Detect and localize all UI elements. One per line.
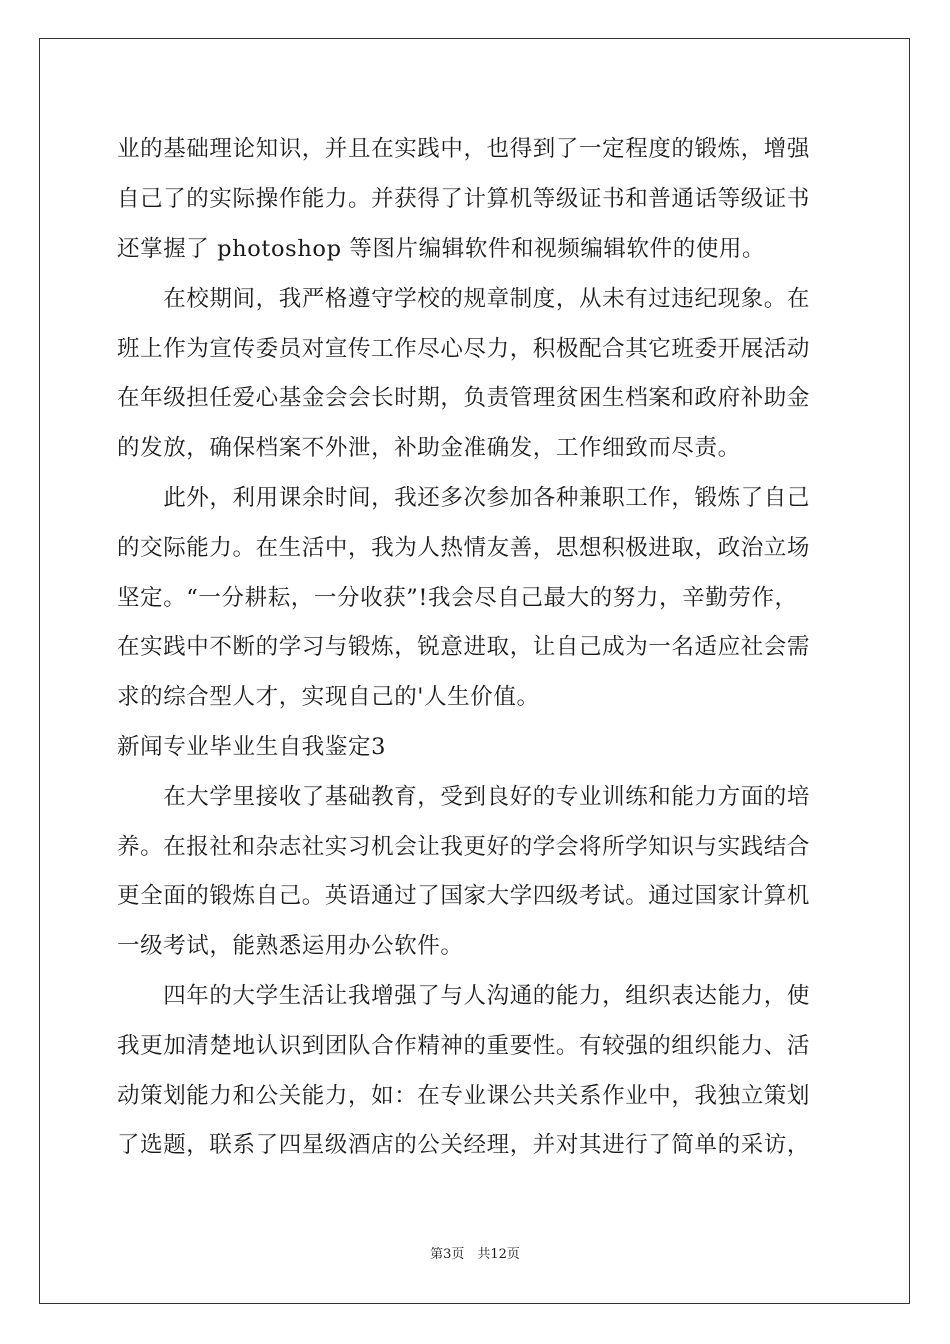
- page-number: 第3页 共12页: [430, 1247, 520, 1262]
- body-line: 我更加清楚地认识到团队合作精神的重要性。有较强的组织能力、活: [117, 1033, 811, 1059]
- body-line: 在大学里接收了基础教育，受到良好的专业训练和能力方面的培: [117, 784, 811, 810]
- body-line: 在年级担任爱心基金会会长时期，负责管理贫困生档案和政府补助金: [117, 385, 811, 411]
- body-line: 此外，利用课余时间，我还多次参加各种兼职工作，锻炼了自己: [117, 485, 811, 511]
- body-line: 动策划能力和公关能力，如：在专业课公共关系作业中，我独立策划: [117, 1083, 811, 1109]
- body-line: 更全面的锻炼自己。英语通过了国家大学四级考试。通过国家计算机: [117, 883, 811, 909]
- body-line: 的交际能力。在生活中，我为人热情友善，思想积极进取，政治立场: [117, 535, 811, 561]
- body-line: 业的基础理论知识，并且在实践中，也得到了一定程度的锻炼，增强: [117, 136, 811, 162]
- body-line: 了选题，联系了四星级酒店的公关经理，并对其进行了简单的采访，: [117, 1132, 811, 1158]
- section-heading: 新闻专业毕业生自我鉴定3: [117, 734, 387, 760]
- body-line: 坚定。“一分耕耘，一分收获”!我会尽自己最大的努力，辛勤劳作，: [117, 585, 798, 611]
- body-line: 在实践中不断的学习与锻炼，锐意进取，让自己成为一名适应社会需: [117, 634, 811, 660]
- page-border: [39, 38, 910, 1304]
- body-line: 养。在报社和杂志社实习机会让我更好的学会将所学知识与实践结合: [117, 834, 811, 860]
- body-line: 一级考试，能熟悉运用办公软件。: [117, 933, 464, 959]
- body-line: 班上作为宣传委员对宣传工作尽心尽力，积极配合其它班委开展活动: [117, 336, 811, 362]
- body-line: 四年的大学生活让我增强了与人沟通的能力，组织表达能力，使: [117, 983, 811, 1009]
- body-line: 求的综合型人才，实现自己的'人生价值。: [117, 684, 540, 710]
- body-line: 的发放，确保档案不外泄，补助金准确发，工作细致而尽责。: [117, 435, 741, 461]
- body-line: 自己了的实际操作能力。并获得了计算机等级证书和普通话等级证书: [117, 186, 811, 212]
- body-line: 还掌握了 photoshop 等图片编辑软件和视频编辑软件的使用。: [117, 236, 766, 262]
- body-line: 在校期间，我严格遵守学校的规章制度，从未有过违纪现象。在: [117, 286, 811, 312]
